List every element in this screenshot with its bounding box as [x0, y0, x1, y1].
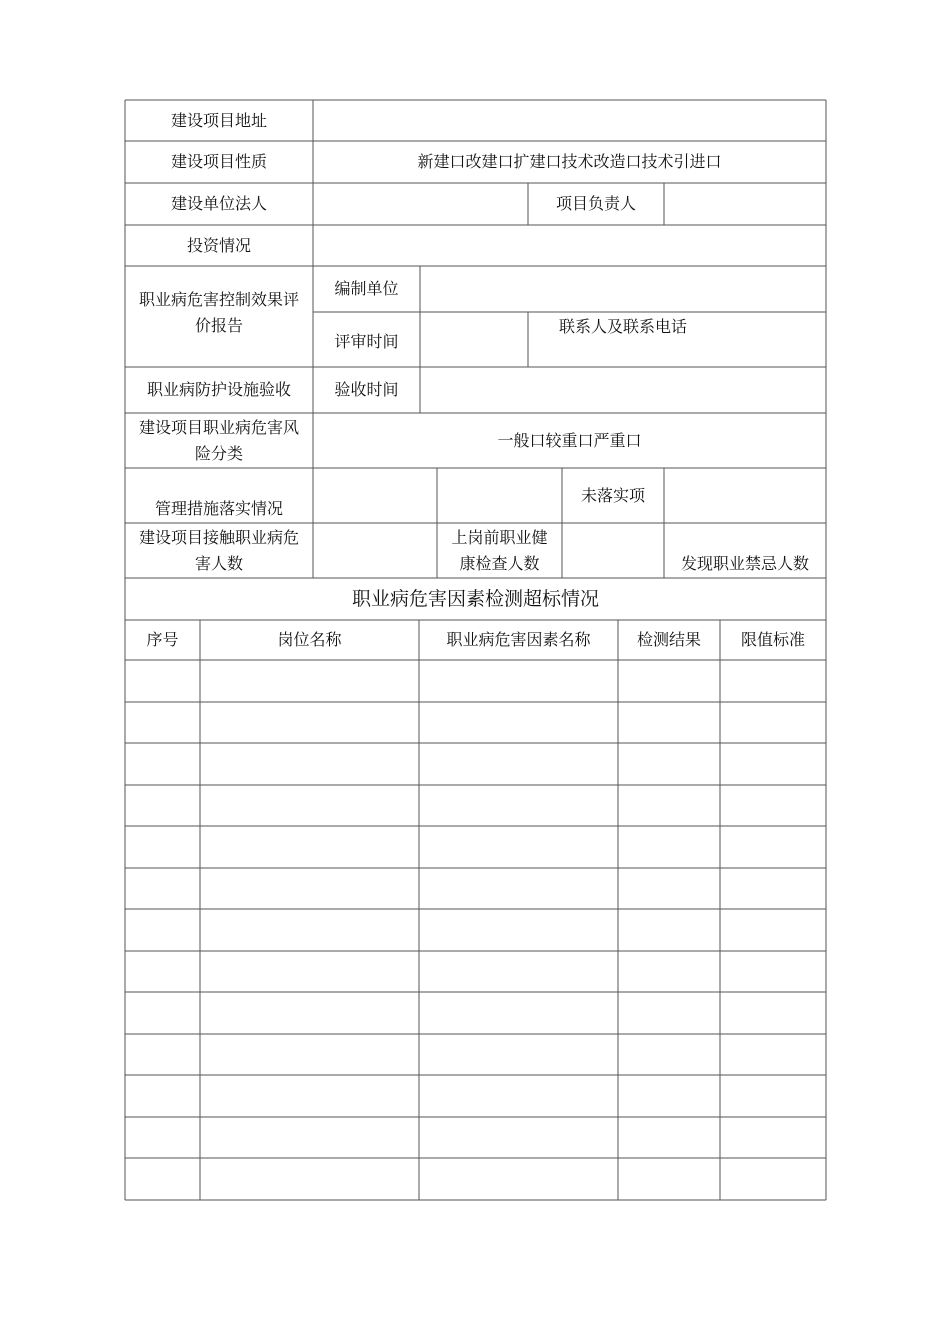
table-cell[interactable]	[419, 1034, 618, 1075]
investment-label: 投资情况	[186, 235, 251, 255]
table-cell[interactable]	[618, 743, 720, 785]
review-time-value-cell[interactable]	[420, 312, 528, 367]
table-cell[interactable]	[618, 785, 720, 826]
header-post-name: 岗位名称	[277, 630, 342, 649]
table-cell[interactable]	[419, 909, 618, 951]
table-cell[interactable]	[200, 1117, 419, 1158]
table-cell[interactable]	[125, 826, 200, 868]
acceptance-time-label: 验收时间	[334, 380, 399, 399]
legal-person-value-cell[interactable]	[313, 183, 528, 225]
compiler-label: 编制单位	[334, 279, 399, 298]
table-cell[interactable]	[125, 1117, 200, 1158]
table-cell[interactable]	[125, 702, 200, 743]
table-cell[interactable]	[720, 702, 826, 743]
address-label: 建设项目地址	[170, 110, 267, 130]
table-cell[interactable]	[618, 702, 720, 743]
eval-report-label: 职业病危害控制效果评价报告	[138, 289, 299, 335]
contact-label: 联系人及联系电话	[558, 317, 687, 336]
table-cell[interactable]	[618, 1075, 720, 1117]
header-test-result: 检测结果	[636, 630, 701, 649]
preshift-exam-label: 上岗前职业健康检查人数	[451, 527, 548, 573]
table-cell[interactable]	[720, 785, 826, 826]
address-value-cell[interactable]	[313, 100, 826, 141]
table-cell[interactable]	[618, 992, 720, 1034]
table-cell[interactable]	[125, 909, 200, 951]
table-cell[interactable]	[419, 660, 618, 702]
table-cell[interactable]	[125, 660, 200, 702]
table-cell[interactable]	[200, 660, 419, 702]
table-cell[interactable]	[720, 951, 826, 992]
header-hazard-factor: 职业病危害因素名称	[446, 630, 591, 649]
table-cell[interactable]	[720, 1117, 826, 1158]
table-cell[interactable]	[200, 868, 419, 909]
risk-class-label: 建设项目职业病危害风险分类	[138, 417, 299, 463]
table-cell[interactable]	[618, 1117, 720, 1158]
table-cell[interactable]	[200, 785, 419, 826]
table-cell[interactable]	[125, 785, 200, 826]
table-cell[interactable]	[720, 868, 826, 909]
contraindication-label: 发现职业禁忌人数	[680, 554, 809, 573]
table-cell[interactable]	[720, 1075, 826, 1117]
risk-options[interactable]: 一般口较重口严重口	[497, 430, 642, 450]
table-cell[interactable]	[125, 868, 200, 909]
compiler-value-cell[interactable]	[420, 266, 826, 312]
nature-label: 建设项目性质	[170, 152, 267, 171]
table-cell[interactable]	[200, 743, 419, 785]
measures-value-cell-2[interactable]	[437, 468, 562, 523]
table-cell[interactable]	[419, 992, 618, 1034]
exceed-table-title: 职业病危害因素检测超标情况	[351, 588, 599, 610]
legal-person-label: 建设单位法人	[170, 194, 267, 213]
table-cell[interactable]	[618, 1034, 720, 1075]
investment-value-cell[interactable]	[313, 225, 826, 266]
table-cell[interactable]	[720, 1034, 826, 1075]
table-cell[interactable]	[200, 702, 419, 743]
table-cell[interactable]	[125, 743, 200, 785]
review-time-label: 评审时间	[334, 331, 399, 351]
table-cell[interactable]	[419, 868, 618, 909]
table-cell[interactable]	[125, 992, 200, 1034]
preshift-exam-value-cell[interactable]	[562, 523, 664, 578]
table-cell[interactable]	[125, 1034, 200, 1075]
table-cell[interactable]	[125, 1075, 200, 1117]
project-lead-value-cell[interactable]	[664, 183, 826, 225]
project-lead-label: 项目负责人	[555, 194, 636, 213]
header-limit-standard: 限值标准	[740, 630, 805, 649]
acceptance-label: 职业病防护设施验收	[146, 380, 291, 399]
not-implemented-value-cell[interactable]	[664, 468, 826, 523]
table-cell[interactable]	[200, 1034, 419, 1075]
exposed-count-label: 建设项目接触职业病危害人数	[138, 527, 299, 573]
table-cell[interactable]	[618, 826, 720, 868]
table-cell[interactable]	[720, 660, 826, 702]
table-cell[interactable]	[720, 1158, 826, 1200]
table-cell[interactable]	[200, 1075, 419, 1117]
nature-options[interactable]: 新建口改建口扩建口技术改造口技术引进口	[417, 152, 722, 171]
table-cell[interactable]	[618, 951, 720, 992]
exposed-count-value-cell[interactable]	[313, 523, 437, 578]
table-cell[interactable]	[618, 660, 720, 702]
table-cell[interactable]	[618, 868, 720, 909]
table-cell[interactable]	[720, 909, 826, 951]
not-implemented-label: 未落实项	[580, 485, 645, 505]
table-cell[interactable]	[125, 1158, 200, 1200]
table-cell[interactable]	[720, 826, 826, 868]
header-serial: 序号	[146, 630, 179, 649]
table-cell[interactable]	[419, 1158, 618, 1200]
table-cell[interactable]	[419, 1117, 618, 1158]
table-cell[interactable]	[720, 743, 826, 785]
table-cell[interactable]	[720, 992, 826, 1034]
table-cell[interactable]	[200, 951, 419, 992]
table-cell[interactable]	[419, 826, 618, 868]
measures-value-cell-1[interactable]	[313, 468, 437, 523]
table-cell[interactable]	[200, 992, 419, 1034]
table-cell[interactable]	[200, 826, 419, 868]
table-cell[interactable]	[200, 1158, 419, 1200]
table-cell[interactable]	[419, 951, 618, 992]
table-cell[interactable]	[200, 909, 419, 951]
table-cell[interactable]	[419, 1075, 618, 1117]
table-cell[interactable]	[419, 743, 618, 785]
table-cell[interactable]	[419, 702, 618, 743]
table-cell[interactable]	[125, 951, 200, 992]
table-cell[interactable]	[618, 1158, 720, 1200]
measures-label: 管理措施落实情况	[154, 499, 283, 518]
table-cell[interactable]	[419, 785, 618, 826]
table-cell[interactable]	[618, 909, 720, 951]
acceptance-time-value-cell[interactable]	[420, 367, 826, 413]
